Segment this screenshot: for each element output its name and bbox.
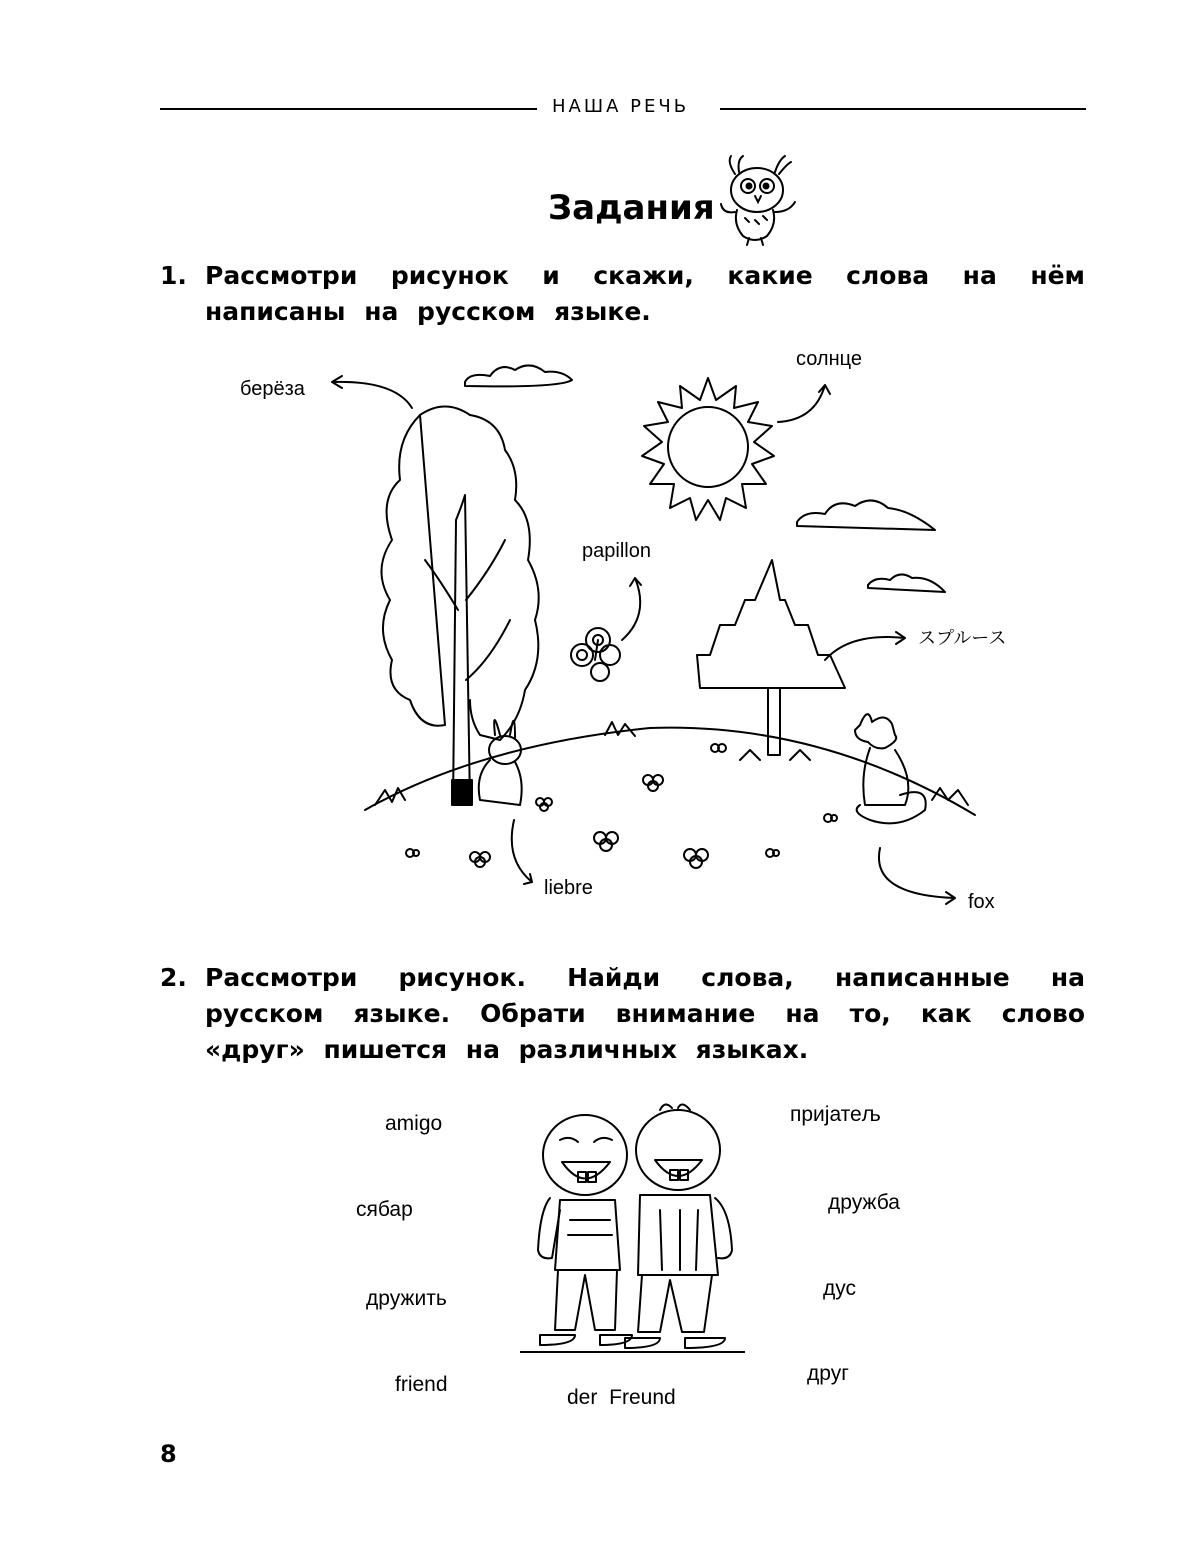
section-title: Задания [548, 188, 715, 228]
grass-icon [605, 722, 635, 736]
word-druzhba: дружба [828, 1191, 900, 1214]
word-druzhit: дружить [366, 1287, 447, 1310]
word-friend: friend [395, 1373, 448, 1396]
label-fox: fox [968, 891, 995, 913]
label-birch: берёза [240, 378, 305, 400]
word-amigo: amigo [385, 1112, 443, 1135]
flower-icon [824, 814, 837, 822]
arrow-spruce [825, 632, 905, 660]
label-butterfly: papillon [582, 540, 651, 562]
flower-icon [470, 852, 490, 867]
word-syabar: сябар [356, 1198, 413, 1221]
arrow-butterfly [622, 578, 641, 640]
task-2 [160, 960, 1085, 1068]
flower-icon [594, 832, 618, 851]
label-spruce: スプルース [918, 628, 1007, 649]
grass-icon [932, 788, 968, 805]
word-prijatel: пријатељ [790, 1103, 881, 1126]
spruce-tree [697, 560, 845, 755]
butterfly-icon [571, 628, 620, 681]
flower-icon [766, 849, 779, 857]
birch-tree [381, 407, 538, 806]
task-1-number: 1. [160, 261, 187, 290]
flower-icon [711, 744, 726, 752]
arrow-birch [332, 376, 412, 408]
flower-icon [406, 849, 419, 857]
flower-icon [536, 798, 552, 811]
flower-icon [643, 775, 663, 791]
arrow-fox [879, 848, 955, 904]
fox-icon [855, 714, 926, 823]
friends-illustration [520, 1100, 745, 1355]
cloud-icon [868, 574, 945, 592]
flower-icon [684, 849, 708, 868]
task-1-text: Рассмотри рисунок и скажи, какие слова на нём написаны на русском языке. [205, 261, 1085, 326]
task-2-text: Рассмотри рисунок. Найди слова, написанные на русском языке. Обрати внимание на то, как слово «друг» пишется на различных языках. [205, 963, 1085, 1064]
word-drug: друг [807, 1362, 849, 1385]
cloud-icon [465, 365, 572, 386]
page-number: 8 [160, 1440, 177, 1468]
running-header: НАША РЕЧЬ [552, 96, 690, 117]
hare-icon [479, 720, 522, 805]
label-hare: liebre [544, 877, 593, 899]
arrow-sun [778, 385, 830, 422]
word-dus: дус [823, 1277, 857, 1300]
label-sun: солнце [796, 348, 862, 370]
cloud-icon [797, 500, 935, 530]
sun-icon [642, 378, 774, 520]
arrow-hare [512, 820, 532, 884]
word-der-freund: der Freund [567, 1386, 676, 1409]
task-2-number: 2. [160, 963, 187, 992]
